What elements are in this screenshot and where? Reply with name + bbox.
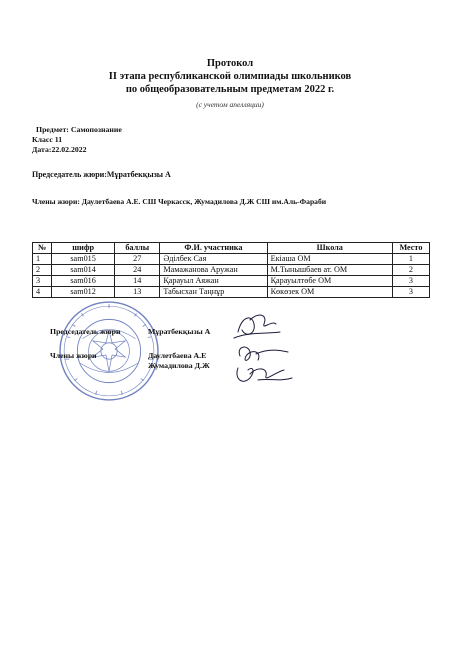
cell-score: 27 (115, 254, 160, 265)
col-number: № (33, 243, 52, 254)
cell-participant: Қарауыл Аяжан (160, 276, 267, 287)
signature-members-label: Члены жюри (50, 351, 97, 360)
cell-code: sam016 (52, 276, 115, 287)
col-place: Место (392, 243, 429, 254)
date-line: Дата:22.02.2022 (32, 145, 87, 154)
signature-chair-name: Мұратбекқызы А (148, 327, 211, 336)
cell-score: 14 (115, 276, 160, 287)
cell-score: 13 (115, 287, 160, 298)
cell-number: 3 (33, 276, 52, 287)
olympiad-subjects: по общеобразовательным предметам 2022 г. (125, 84, 335, 95)
col-school: Школа (267, 243, 392, 254)
cell-school: Қарауылтөбе ОМ (267, 276, 392, 287)
signature-chair-label: Председатель жюри (50, 327, 121, 336)
cell-place: 3 (392, 287, 429, 298)
table-row (33, 276, 430, 287)
table-header-row (33, 243, 430, 254)
cell-participant: Мамажанова Аружан (160, 265, 267, 276)
cell-code: sam015 (52, 254, 115, 265)
table-row (33, 287, 430, 298)
cell-school: Көкөзек ОМ (267, 287, 392, 298)
table-row (33, 265, 430, 276)
results-table (32, 242, 430, 298)
appeal-note: (с учетом апелляции) (196, 100, 264, 109)
signature-member1-name: Даулетбаева А.Е (148, 351, 207, 360)
cell-place: 1 (392, 254, 429, 265)
subject-line: Предмет: Самопознание (36, 125, 122, 134)
cell-place: 2 (392, 265, 429, 276)
col-code: шифр (52, 243, 115, 254)
signature-member2-name: Жумадилова Д.Ж (148, 361, 210, 370)
cell-participant: Әділбек Сая (160, 254, 267, 265)
cell-number: 1 (33, 254, 52, 265)
handwritten-signature-icon (228, 308, 302, 388)
jury-chair-line: Председатель жюри:Мұратбекқызы А (32, 170, 171, 179)
grade-line: Класс 11 (32, 135, 63, 144)
cell-place: 3 (392, 276, 429, 287)
cell-school: Екіаша ОМ (267, 254, 392, 265)
cell-participant: Табысхан Таңнұр (160, 287, 267, 298)
cell-code: sam012 (52, 287, 115, 298)
olympiad-stage: II этапа республиканской олимпиады школьников (108, 71, 352, 82)
cell-number: 2 (33, 265, 52, 276)
cell-code: sam014 (52, 265, 115, 276)
cell-number: 4 (33, 287, 52, 298)
col-score: баллы (115, 243, 160, 254)
protocol-title: Протокол (206, 58, 254, 69)
cell-school: М.Тынышбаев ат. ОМ (267, 265, 392, 276)
jury-members-line: Члены жюри: Даулетбаева А.Е. СШ Черкасск, Жумадилова Д.Ж СШ им.Аль-Фараби (32, 197, 327, 206)
cell-score: 24 (115, 265, 160, 276)
col-participant: Ф.И. участника (160, 243, 267, 254)
table-row (33, 254, 430, 265)
